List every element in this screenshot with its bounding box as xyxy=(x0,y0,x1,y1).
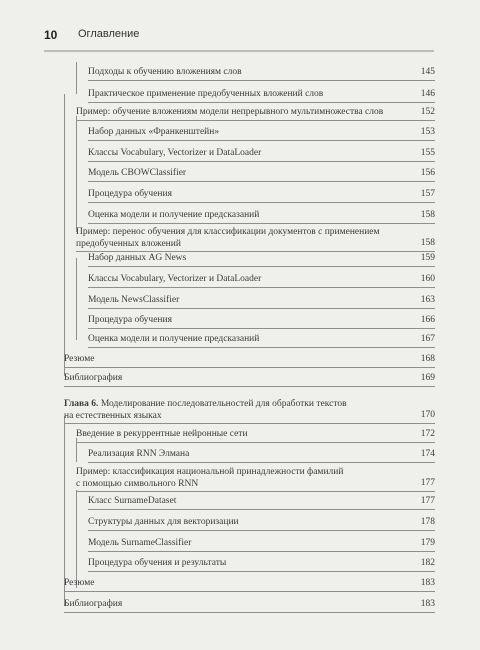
toc-entry[interactable] xyxy=(64,577,435,592)
tree-line xyxy=(64,94,65,376)
toc-entry-page: 145 xyxy=(420,67,435,77)
toc-entry-page: 155 xyxy=(420,148,435,158)
toc-entry[interactable] xyxy=(88,557,435,572)
toc-entry-page: 153 xyxy=(420,127,435,137)
toc-entry-page: 182 xyxy=(420,558,435,568)
toc-entry-title: Библиография xyxy=(64,373,123,383)
toc-entry-title: Модель NewsClassifier xyxy=(88,295,180,305)
toc-entry-page: 156 xyxy=(420,168,435,178)
toc-entry-title: Оценка модели и получение предсказаний xyxy=(88,334,260,344)
toc-entry-title: Пример: перенос обучения для классификации документов с применением xyxy=(76,227,380,237)
toc-entry-page: 167 xyxy=(420,334,435,344)
toc-entry-title: Реализация RNN Элмана xyxy=(88,449,190,459)
toc-entry-title: Класс SurnameDataset xyxy=(88,496,177,506)
toc-entry-page: 174 xyxy=(420,449,435,459)
toc-entry[interactable] xyxy=(88,66,435,81)
toc-entry-title: Резюме xyxy=(64,354,95,364)
toc-entry[interactable] xyxy=(88,252,435,267)
toc-entry[interactable] xyxy=(88,448,435,463)
toc-entry-title: Пример: обучение вложениям модели непрерывного мультимножества слов xyxy=(76,107,384,117)
toc-entry-title: Классы Vocabulary, Vectorizer и DataLoader xyxy=(88,148,262,158)
toc-entry-page: 177 xyxy=(420,496,435,506)
toc-entry-title: Библиография xyxy=(64,599,123,609)
toc-entry-title: Подходы к обучению вложениям слов xyxy=(88,67,242,77)
toc-entry[interactable] xyxy=(88,126,435,141)
toc-entry[interactable] xyxy=(76,106,435,121)
toc-entry-page: 183 xyxy=(420,599,435,609)
toc-entry[interactable] xyxy=(88,294,435,309)
toc-entry-page: 160 xyxy=(420,274,435,284)
toc-entry[interactable] xyxy=(76,428,435,443)
tree-line xyxy=(76,490,77,588)
toc-entry-title: Модель CBOWClassifier xyxy=(88,168,187,178)
toc-entry[interactable] xyxy=(88,333,435,348)
toc-entry-page: 183 xyxy=(420,578,435,588)
toc-entry[interactable] xyxy=(88,167,435,182)
toc-entry[interactable] xyxy=(88,537,435,552)
toc-entry[interactable] xyxy=(64,353,435,368)
toc-entry-title: Процедура обучения и результаты xyxy=(88,558,227,568)
toc-entry-page: 146 xyxy=(420,89,435,99)
toc-entry[interactable] xyxy=(88,314,435,329)
toc-entry-title: Практическое применение предобученных вложений слов xyxy=(88,89,324,99)
toc-entry-title-continued: предобученных вложений xyxy=(76,239,181,249)
toc-entry-page: 179 xyxy=(420,538,435,548)
chapter-title-continued: на естественных языках xyxy=(64,411,162,421)
toc-entry[interactable] xyxy=(88,88,435,103)
toc-entry-page: 166 xyxy=(420,315,435,325)
toc-entry[interactable] xyxy=(88,273,435,288)
toc-entry-page: 158 xyxy=(420,210,435,220)
tree-line xyxy=(76,116,77,232)
toc-entry-page: 178 xyxy=(420,517,435,527)
toc-entry-page: 157 xyxy=(420,189,435,199)
toc-entry-page: 152 xyxy=(420,107,435,117)
toc-entry-title: Классы Vocabulary, Vectorizer и DataLoader xyxy=(88,274,262,284)
toc-entry[interactable] xyxy=(88,495,435,510)
toc-entry[interactable] xyxy=(88,209,435,224)
toc-entry-title: Набор данных «Франкенштейн» xyxy=(88,127,220,137)
toc-entry-page: 159 xyxy=(420,253,435,263)
chapter-number: Глава 6. xyxy=(64,399,99,409)
chapter-title: Моделирование последовательностей для обработки текстов xyxy=(98,399,347,409)
tree-line xyxy=(76,62,77,94)
toc-entry-title: Структуры данных для векторизации xyxy=(88,517,239,527)
toc-entry-title: Модель SurnameClassifier xyxy=(88,538,192,548)
toc-entry-title: Пример: классификация национальной принадлежности фамилий xyxy=(76,467,344,477)
page-header xyxy=(44,28,434,52)
toc-entry[interactable] xyxy=(88,188,435,203)
toc-entry[interactable] xyxy=(64,598,435,613)
section-title: Оглавление xyxy=(78,28,140,40)
toc-entry-title: Введение в рекуррентные нейронные сети xyxy=(76,429,248,439)
toc-entry[interactable] xyxy=(76,465,435,492)
toc-entry-title: Оценка модели и получение предсказаний xyxy=(88,210,260,220)
toc-entry-page: 177 xyxy=(420,478,435,488)
toc-entry-title: Резюме xyxy=(64,578,95,588)
page-number: 10 xyxy=(44,28,58,42)
toc-entry-title: Процедура обучения xyxy=(88,315,172,325)
toc-entry-title: Набор данных AG News xyxy=(88,253,187,263)
toc-entry-page: 168 xyxy=(420,354,435,364)
toc-entry-page: 170 xyxy=(420,410,435,420)
toc-entry[interactable] xyxy=(76,225,435,252)
toc-entry-title-continued: с помощью символьного RNN xyxy=(76,479,199,489)
toc-entry-page: 158 xyxy=(420,238,435,248)
toc-chapter-entry[interactable] xyxy=(64,397,435,424)
toc-entry-page: 172 xyxy=(420,429,435,439)
toc-entry-page: 163 xyxy=(420,295,435,305)
toc-entry[interactable] xyxy=(88,516,435,531)
toc-entry[interactable] xyxy=(64,372,435,387)
toc-entry-page: 169 xyxy=(420,373,435,383)
toc-entry-title: Процедура обучения xyxy=(88,189,172,199)
toc-entry[interactable] xyxy=(88,147,435,162)
tree-line xyxy=(76,258,77,340)
